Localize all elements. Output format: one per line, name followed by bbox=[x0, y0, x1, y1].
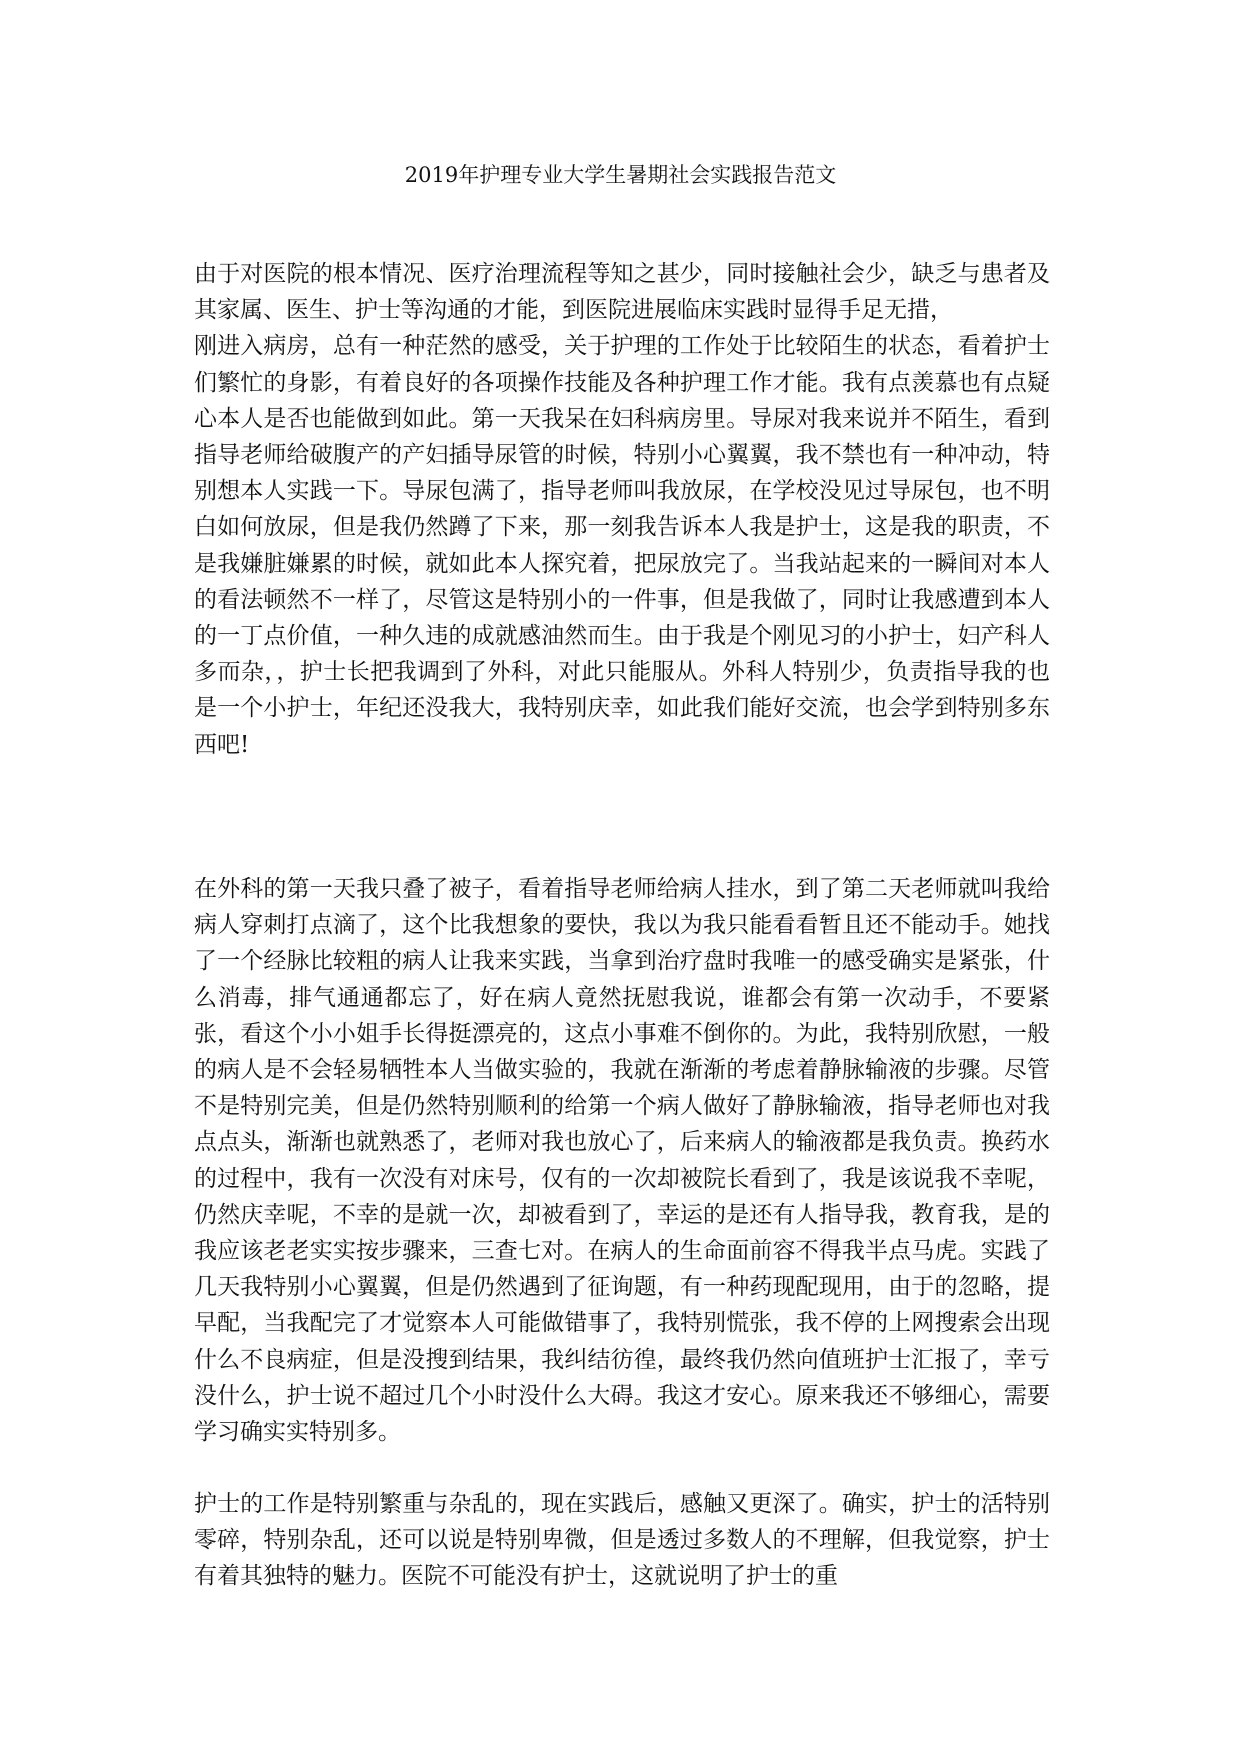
document-title: 2019年护理专业大学生暑期社会实践报告范文 bbox=[404, 163, 837, 187]
paragraph-nurse-reflection: 护士的工作是特别繁重与杂乱的，现在实践后，感触又更深了。确实，护士的活特别零碎，特别杂乱，还可以说是特别卑微，但是透过多数人的不理解，但我觉察，护士有着其独特的魅力。医院不可能没有护士，这就说明了护士的重 bbox=[194, 1491, 1050, 1590]
paragraph-ward-introduction: 由于对医院的根本情况、医疗治理流程等知之甚少，同时接触社会少，缺乏与患者及其家属、医生、护士等沟通的才能，到医院进展临床实践时显得手足无措， 刚进入病房，总有一种茫然的感受，关于护理的工作处于比较陌生的状态，看着护士们繁忙的身影，有着良好的各项操作技能及各种护理工作才能。我有点羡慕也有点疑心本人是否也能做到如此。第一天我呆在妇科病房里。导尿对我来说并不陌生，看到指导老师给破腹产的产妇插导尿管的时候，特别小心翼翼，我不禁也有一种冲动，特别想本人实践一下。导尿包满了，指导老师叫我放尿，在学校没见过导尿包，也不明白如何放尿，但是我仍然蹲了下来，那一刻我告诉本人我是护士，这是我的职责，不是我嫌脏嫌累的时候，就如此本人探究着，把尿放完了。当我站起来的一瞬间对本人的看法顿然不一样了，尽管这是特别小的一件事，但是我做了，同时让我感遭到本人的一丁点价值，一种久违的成就感油然而生。由于我是个刚见习的小护士，妇产科人多而杂，，护士长把我调到了外科，对此只能服从。外科人特别少，负责指导我的也是一个小护士，年纪还没我大，我特别庆幸，如此我们能好交流，也会学到特别多东西吧! bbox=[194, 261, 1050, 758]
paragraph-surgery-practice: 在外科的第一天我只叠了被子，看着指导老师给病人挂水，到了第二天老师就叫我给病人穿刺打点滴了，这个比我想象的要快，我以为我只能看看暂且还不能动手。她找了一个经脉比较粗的病人让我来实践，当拿到治疗盘时我唯一的感受确实是紧张，什么消毒，排气通通都忘了，好在病人竟然抚慰我说，谁都会有第一次动手，不要紧张，看这个小小姐手长得挺漂亮的，这点小事难不倒你的。为此，我特别欣慰，一般的病人是不会轻易牺牲本人当做实验的，我就在渐渐的考虑着静脉输液的步骤。尽管不是特别完美，但是仍然特别顺利的给第一个病人做好了静脉输液，指导老师也对我点点头，渐渐也就熟悉了，老师对我也放心了，后来病人的输液都是我负责。换药水的过程中，我有一次没有对床号，仅有的一次却被院长看到了，我是该说我不幸呢，仍然庆幸呢，不幸的是就一次，却被看到了，幸运的是还有人指导我，教育我，是的我应该老老实实按步骤来，三查七对。在病人的生命面前容不得我半点马虎。实践了几天我特别小心翼翼，但是仍然遇到了征询题，有一种药现配现用，由于的忽略，提早配，当我配完了才觉察本人可能做错事了，我特别慌张，我不停的上网搜索会出现什么不良病症，但是没搜到结果，我纠结彷徨，最终我仍然向值班护士汇报了，幸亏没什么，护士说不超过几个小时没什么大碍。我这才安心。原来我还不够细心，需要学习确实实特别多。 bbox=[194, 876, 1050, 1446]
